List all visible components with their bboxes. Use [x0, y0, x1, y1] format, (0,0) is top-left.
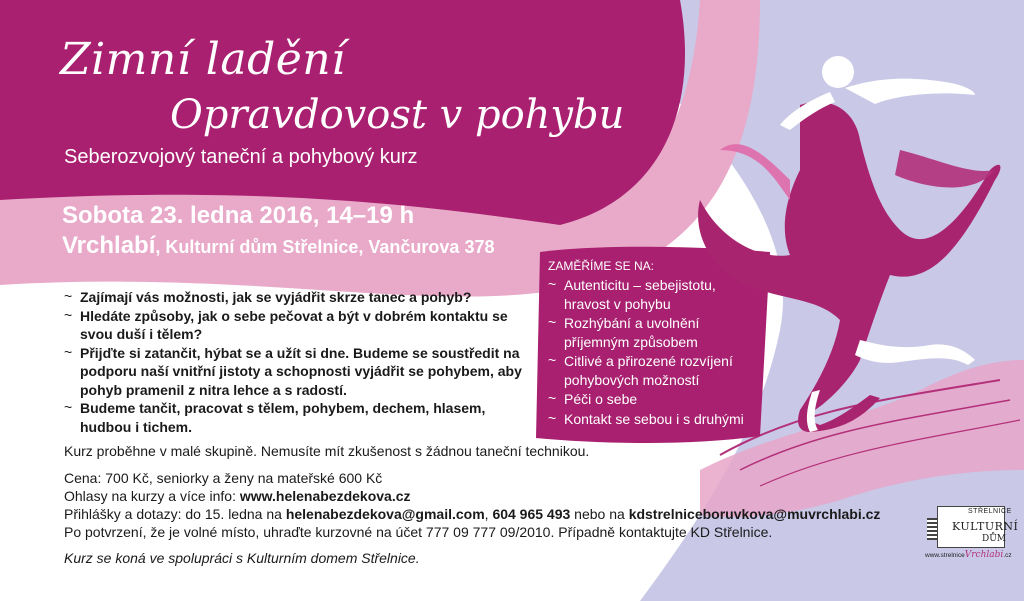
logo-web-city: Vrchlabi: [964, 550, 1004, 560]
list-item: ~ Hledáte způsoby, jak o sebe pečovat a být v dobrém kontaktu se svou duší i tělem?: [64, 307, 524, 344]
title-line-1: Zimní ladění: [60, 34, 346, 85]
website-link[interactable]: www.helenabezdekova.cz: [239, 488, 411, 504]
logo-text-dum: DŮM: [982, 534, 1007, 544]
price: Cena: 700 Kč, seniorky a ženy na mateřské 600 Kč: [64, 470, 383, 486]
focus-heading: ZAMĚŘÍME SE NA:: [548, 259, 655, 273]
logo-web-prefix: www.strelnice: [925, 552, 965, 559]
logo-text-strelnice: STŘELNICE: [968, 508, 1012, 515]
date-time: Sobota 23. ledna 2016, 14–19 h: [62, 202, 415, 229]
list-item: ~ Zajímají vás možnosti, jak se vyjádřit skrze tanec a pohyb?: [64, 288, 524, 307]
phone-number: 604 965 493: [492, 506, 571, 522]
list-item: ~ Rozhýbání a uvolnění příjemným způsobem: [548, 314, 763, 351]
title-line-2: Opravdovost v pohybu: [170, 92, 625, 138]
list-item: ~ Autenticitu – sebejistotu, hravost v pohybu: [548, 276, 763, 313]
venue-address: , Kulturní dům Střelnice, Vančurova 378: [155, 237, 495, 257]
signup-label: Přihlášky a dotazy: do 15. ledna na: [64, 506, 286, 522]
email-link-2[interactable]: kdstrelniceboruvkova@muvrchlabi.cz: [628, 506, 881, 522]
separator: nebo na: [570, 506, 629, 522]
logo-website: [925, 550, 1012, 560]
logo-box: [937, 506, 1019, 548]
more-info-label: Ohlasy na kurzy a více info:: [64, 488, 240, 504]
email-link-1[interactable]: helenabezdekova@gmail.com: [285, 506, 485, 522]
more-info: [64, 488, 411, 504]
logo-text-kulturni: KULTURNÍ: [952, 520, 1019, 533]
list-item: ~ Péči o sebe: [548, 390, 763, 409]
payment-info: Po potvrzení, že je volné místo, uhraďte kurzovné na účet 777 09 777 09/2010. Případně kontaktujte KD Střelnice.: [64, 524, 773, 540]
logo-stripes: [927, 518, 937, 540]
cooperation-note: Kurz se koná ve spolupráci s Kulturním domem Střelnice.: [64, 550, 420, 566]
list-item: ~ Budeme tančit, pracovat s tělem, pohybem, dechem, hlasem, hudbou i tichem.: [64, 399, 524, 436]
logo-web-suffix: .cz: [1003, 552, 1012, 559]
venue-city: Vrchlabí: [62, 232, 156, 259]
list-item: ~ Přijďte si zatančit, hýbat se a užít si dne. Budeme se soustředit na podporu naší vnitřní jistoty a schopnosti vyjádřit se pohybem, aby pohyb pramenil z nitra lehce a s radostí.: [64, 344, 524, 400]
focus-list: [548, 276, 763, 429]
signup: [64, 506, 880, 522]
group-note: Kurz proběhne v malé skupině. Nemusíte mít zkušenost s žádnou taneční technikou.: [64, 443, 590, 459]
venue: [62, 232, 494, 260]
kd-strelnice-logo: [925, 500, 1019, 562]
list-item: ~ Kontakt se sebou i s druhými: [548, 410, 763, 429]
subtitle: Seberozvojový taneční a pohybový kurz: [64, 146, 418, 168]
list-item: ~ Citlivé a přirozené rozvíjení pohybových možností: [548, 352, 763, 389]
question-list: [64, 288, 524, 436]
separator: ,: [484, 506, 493, 522]
